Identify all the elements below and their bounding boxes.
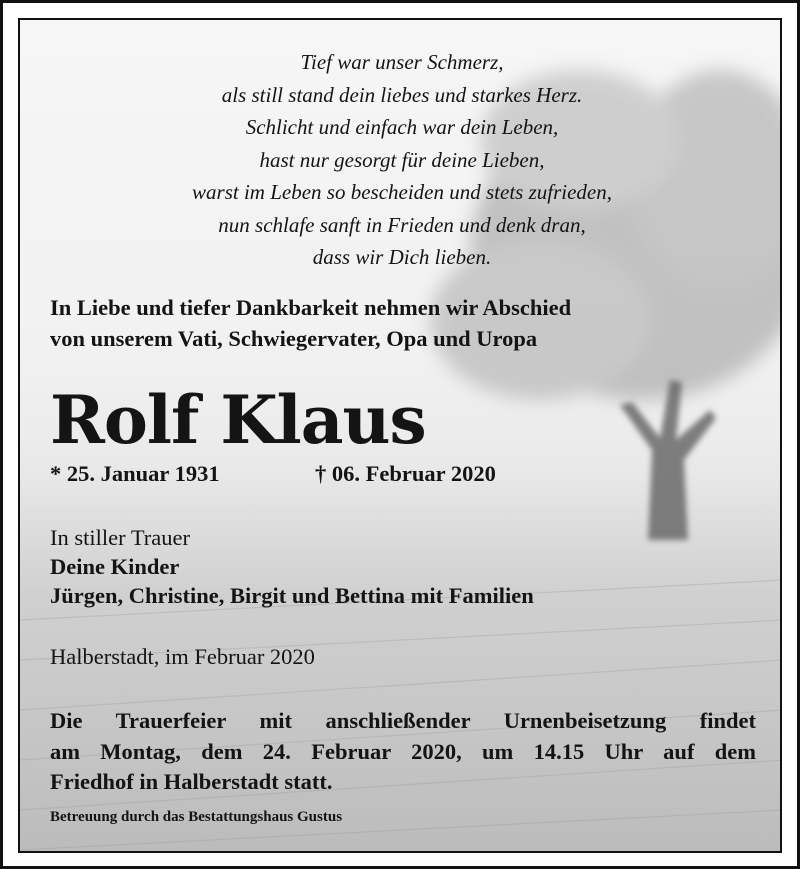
birth-date: * 25. Januar 1931 [50,461,220,486]
deceased-name: Rolf Klaus [50,381,426,459]
poem-line: Schlicht und einfach war dein Leben, [245,115,559,139]
intro-line: von unserem Vati, Schwiegervater, Opa und Uropa [50,326,538,351]
mourners-names: Jürgen, Christine, Birgit und Bettina mit Familien [50,583,534,608]
poem-line: als still stand dein liebes und starkes Herz. [221,82,583,107]
death-date: † 06. Februar 2020 [315,461,496,486]
intro-line: In Liebe und tiefer Dankbarkeit nehmen wir Abschied [50,295,572,320]
poem-line: hast nur gesorgt für deine Lieben, [259,147,545,172]
poem-line: dass wir Dich lieben. [312,245,492,269]
place-and-date: Halberstadt, im Februar 2020 [50,644,315,669]
funeral-line: am Montag, dem 24. Februar 2020, um 14.15 Uhr auf dem [50,738,756,764]
poem-verse [20,46,782,274]
poem-line: warst im Leben so bescheiden und stets zufrieden, [192,180,612,204]
mourning-phrase: In stiller Trauer [50,525,190,550]
obituary-card [18,18,782,853]
funeral-home-credit: Betreuung durch das Bestattungshaus Gustus [50,809,343,825]
mourners-heading: Deine Kinder [50,554,180,579]
funeral-line: Die Trauerfeier mit anschließender Urnenbeisetzung findet [50,708,756,733]
funeral-line: Friedhof in Halberstadt statt. [50,769,333,794]
poem-line: Tief war unser Schmerz, [300,50,504,74]
mourners-block [50,523,534,610]
farewell-intro [50,292,571,354]
life-dates [50,460,750,488]
poem-line: nun schlafe sanft in Frieden und denk dran, [218,212,586,237]
funeral-notice [50,706,756,798]
